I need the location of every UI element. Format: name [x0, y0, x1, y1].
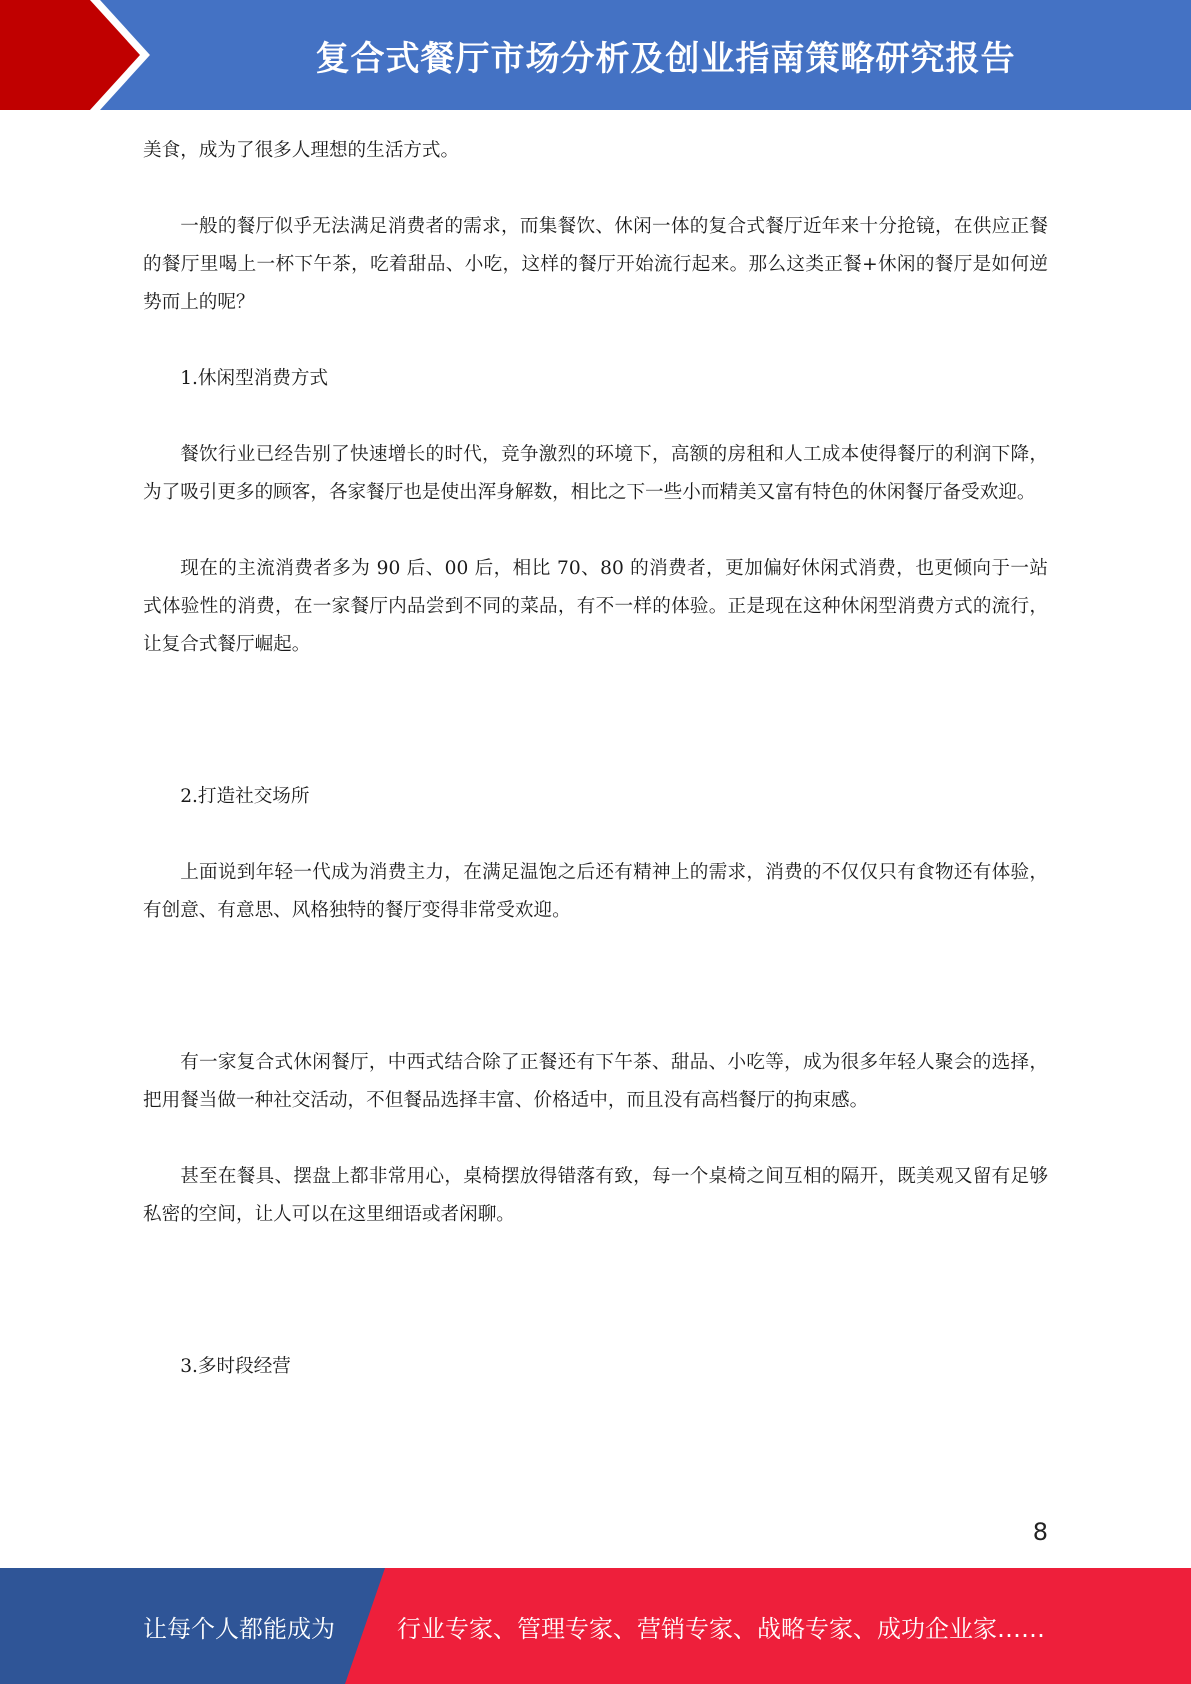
- page-footer: [0, 1568, 1191, 1684]
- section-heading: 3.多时段经营: [180, 1356, 291, 1377]
- report-title: 复合式餐厅市场分析及创业指南策略研究报告: [315, 38, 1016, 79]
- paragraph: 现在的主流消费者多为 90 后、00 后，相比 70、80 的消费者，更加偏好休闲式消费，也更倾向于一站式体验性的消费，在一家餐厅内品尝到不同的菜品，有不一样的体验。正是现在这种休闲型消费方式的流行，让复合式餐厅崛起。: [143, 558, 1048, 655]
- paragraph: 有一家复合式休闲餐厅，中西式结合除了正餐还有下午茶、甜品、小吃等，成为很多年轻人聚会的选择，把用餐当做一种社交活动，不但餐品选择丰富、价格适中，而且没有高档餐厅的拘束感。: [143, 1052, 1048, 1111]
- footer-slogan-left: 让每个人都能成为: [143, 1614, 335, 1643]
- page-header: [0, 0, 1191, 110]
- paragraph: 上面说到年轻一代成为消费主力，在满足温饱之后还有精神上的需求，消费的不仅仅只有食物还有体验，有创意、有意思、风格独特的餐厅变得非常受欢迎。: [143, 862, 1048, 921]
- page-number: 8: [1032, 1518, 1048, 1546]
- document-body: [143, 132, 1048, 1386]
- section-heading: 1.休闲型消费方式: [180, 368, 329, 389]
- paragraph: 餐饮行业已经告别了快速增长的时代，竞争激烈的环境下，高额的房租和人工成本使得餐厅的利润下降，为了吸引更多的顾客，各家餐厅也是使出浑身解数，相比之下一些小而精美又富有特色的休闲餐厅备受欢迎。: [143, 444, 1048, 503]
- paragraph: 美食，成为了很多人理想的生活方式。: [143, 140, 460, 161]
- paragraph: 甚至在餐具、摆盘上都非常用心，桌椅摆放得错落有致，每一个桌椅之间互相的隔开，既美观又留有足够私密的空间，让人可以在这里细语或者闲聊。: [143, 1166, 1048, 1225]
- footer-slogan-right: 行业专家、管理专家、营销专家、战略专家、成功企业家……: [397, 1614, 1045, 1643]
- section-heading: 2.打造社交场所: [180, 786, 310, 807]
- paragraph: 一般的餐厅似乎无法满足消费者的需求，而集餐饮、休闲一体的复合式餐厅近年来十分抢镜，在供应正餐的餐厅里喝上一杯下午茶，吃着甜品、小吃，这样的餐厅开始流行起来。那么这类正餐+休闲的餐厅是如何逆势而上的呢？: [143, 216, 1048, 313]
